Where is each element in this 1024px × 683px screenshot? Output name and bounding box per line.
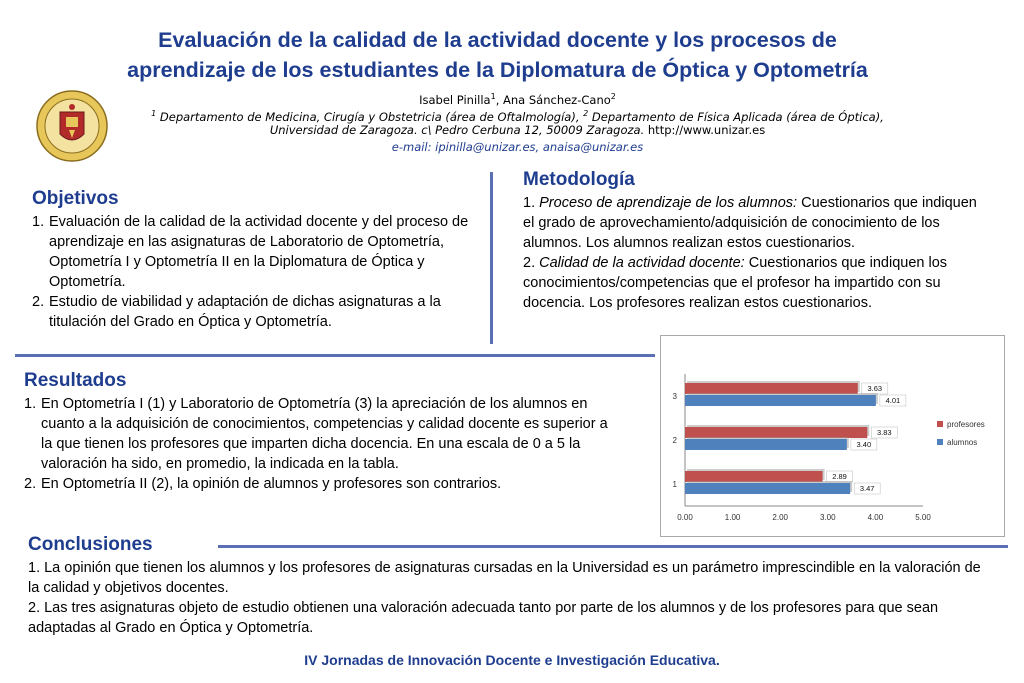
email-links[interactable]: ipinilla@unizar.es, anaisa@unizar.es <box>435 140 644 154</box>
data-label: 3.83 <box>877 428 892 437</box>
chart-svg <box>661 336 1004 536</box>
university-url-link[interactable]: http://www.unizar.es <box>644 123 766 137</box>
metodologia-text: 1. Proceso de aprendizaje de los alumnos: Cuestionarios que indiquen el grado de aprovechamiento/adquisición de conocimiento de los alumnos. Los alumnos realizan estos cuestionarios. 2. Calidad de la actividad docente: Cuestionarios que indiquen los conocimientos/competencias que el profesor ha impartido con su docencia. Los profesores realizan estos cuestionarios. <box>523 195 977 311</box>
conclusion-item-1: 1. La opinión que tienen los alumnos y los profesores de asignaturas cursadas en la Universidad es un parámetro imprescindible en la valoración de la calidad y objetivos docentes. <box>28 560 981 596</box>
university-seal-logo <box>36 90 108 162</box>
resultados-rule <box>15 354 655 357</box>
y-tick-label: 2 <box>672 436 677 445</box>
list-item: 2. En Optometría II (2), la opinión de alumnos y profesores son contrarios. <box>24 476 502 492</box>
data-label: 3.47 <box>859 484 875 493</box>
objetivos-list <box>32 212 477 332</box>
data-label: 3.63 <box>867 384 883 393</box>
data-label: 4.01 <box>885 396 901 405</box>
poster-title-line-2: aprendizaje de los estudiantes de la Diplomatura de Óptica y Optometría <box>127 58 868 82</box>
x-tick-label: 2.00 <box>772 513 788 522</box>
metodologia-heading: Metodología <box>523 169 635 190</box>
objetivos-heading: Objetivos <box>32 188 119 209</box>
authors-line: Isabel Pinilla$^1$, Ana Sánchez-Cano$^2$ <box>419 92 616 107</box>
alumnos-bar <box>685 483 850 494</box>
y-tick-label: 1 <box>672 480 677 489</box>
list-item: 1. En Optometría I (1) y Laboratorio de Optometría (3) la apreciación de los alumnos en cuanto a la adquisición de conocimientos, competencias y calidad docente es superior a la que tienen los profesores que imparten dicha docencia. En una escala de 0 a 5 la valoración ha sido, en promedio, la indicada en la tabla. <box>24 396 608 472</box>
profesores-bar <box>685 383 858 394</box>
x-tick-label: 5.00 <box>915 513 931 522</box>
conclusiones-heading: Conclusiones <box>28 534 153 555</box>
legend-swatch <box>937 439 943 445</box>
data-label: 3.40 <box>856 440 872 449</box>
column-divider <box>490 172 493 344</box>
email-line: e-mail: ipinilla@unizar.es, anaisa@unizar.es <box>391 140 644 154</box>
resultados-heading: Resultados <box>24 370 127 391</box>
profesores-bar <box>685 471 823 482</box>
address-line: Universidad de Zaragoza. c\ Pedro Cerbuna 12, 50009 Zaragoza. http://www.unizar.es <box>269 123 766 137</box>
legend-swatch <box>937 421 943 427</box>
resultados-list <box>24 394 609 494</box>
list-item: 1. Evaluación de la calidad de la actividad docente y del proceso de aprendizaje en las asignaturas de Laboratorio de Optometría, Optometría I y Optometría II en la Diplomatura de Óptica y Optometría. <box>32 214 469 290</box>
legend-label: alumnos <box>947 438 978 447</box>
y-tick-label: 3 <box>672 392 677 401</box>
x-tick-label: 4.00 <box>867 513 884 522</box>
x-tick-label: 3.00 <box>820 513 836 522</box>
legend-label: profesores <box>947 420 985 429</box>
conclusion-item-2: 2. Las tres asignaturas objeto de estudio obtienen una valoración adecuada tanto por parte de los alumnos y de los profesores para que sean adaptadas al Grado en Óptica y Optometría. <box>28 600 939 636</box>
affiliations-line: $^1$ Departamento de Medicina, Cirugía y Obstetricia (área de Oftalmología), $^2$ Departamento de Física Aplicada (área de Óptica), <box>151 109 884 124</box>
alumnos-bar <box>685 395 876 406</box>
results-bar-chart <box>660 335 1005 537</box>
data-label: 2.89 <box>832 472 847 481</box>
conclusiones-rule <box>218 545 1008 548</box>
footer-event-name: IV Jornadas de Innovación Docente e Investigación Educativa. <box>304 652 720 668</box>
x-tick-label: 1.00 <box>724 513 741 522</box>
poster-title-line-1: Evaluación de la calidad de la actividad docente y los procesos de <box>158 28 837 52</box>
x-tick-label: 0.00 <box>677 513 693 522</box>
conclusiones-text <box>28 558 993 638</box>
list-item: 2. Estudio de viabilidad y adaptación de dichas asignaturas a la titulación del Grado en Óptica y Optometría. <box>32 294 441 330</box>
profesores-bar <box>685 427 867 438</box>
alumnos-bar <box>685 439 847 450</box>
